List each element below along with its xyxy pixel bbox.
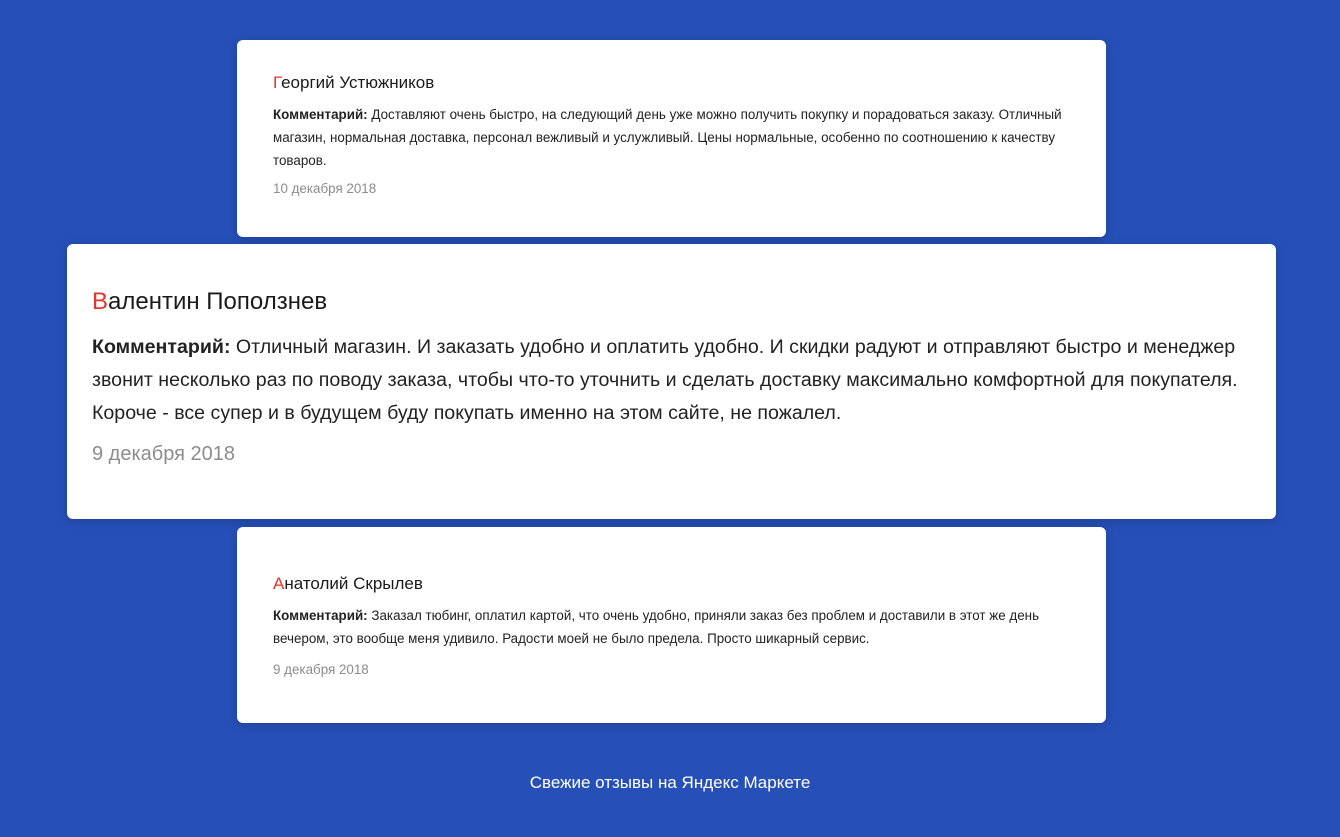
author-initial: Г xyxy=(273,73,282,92)
page-caption: Свежие отзывы на Яндекс Маркете xyxy=(529,773,811,792)
comment-label: Комментарий: xyxy=(273,107,368,122)
review-author xyxy=(273,72,1078,94)
comment-text: Доставляют очень быстро, на следующий день уже можно получить покупку и порадоваться заказу. Отличный магазин, нормальная доставка, персонал вежливый и услужливый. Цены нормальные, особенно по соотношению к качеству товаров. xyxy=(273,107,1062,168)
author-name-rest: натолий Скрылев xyxy=(284,574,423,593)
review-date: 9 декабря 2018 xyxy=(92,443,236,465)
review-author xyxy=(92,287,1256,317)
author-initial: В xyxy=(92,288,109,315)
review-card xyxy=(237,527,1106,723)
review-comment xyxy=(273,604,1078,650)
review-author xyxy=(273,573,1078,595)
author-initial: А xyxy=(273,574,285,593)
comment-label: Комментарий: xyxy=(92,336,231,358)
comment-label: Комментарий: xyxy=(273,608,368,623)
author-name-rest: еоргий Устюжников xyxy=(281,73,435,92)
comment-text: Отличный магазин. И заказать удобно и оплатить удобно. И скидки радуют и отправляют быстро и менеджер звонит несколько раз по поводу заказа, чтобы что-то уточнить и сделать доставку максимально комфортной для покупателя. Короче - все супер и в будущем буду покупать именно на этом сайте, не пожалел. xyxy=(92,336,1238,424)
comment-text: Заказал тюбинг, оплатил картой, что очень удобно, приняли заказ без проблем и доставили в этот же день вечером, это вообще меня удивило. Радости моей не было предела. Просто шикарный сервис. xyxy=(273,608,1040,646)
review-card xyxy=(237,40,1106,237)
review-card-featured xyxy=(67,244,1276,519)
review-date: 9 декабря 2018 xyxy=(273,662,369,677)
review-comment xyxy=(273,103,1078,172)
review-comment xyxy=(92,331,1256,430)
author-name-rest: алентин Поползнев xyxy=(108,288,328,315)
review-date: 10 декабря 2018 xyxy=(273,181,377,196)
